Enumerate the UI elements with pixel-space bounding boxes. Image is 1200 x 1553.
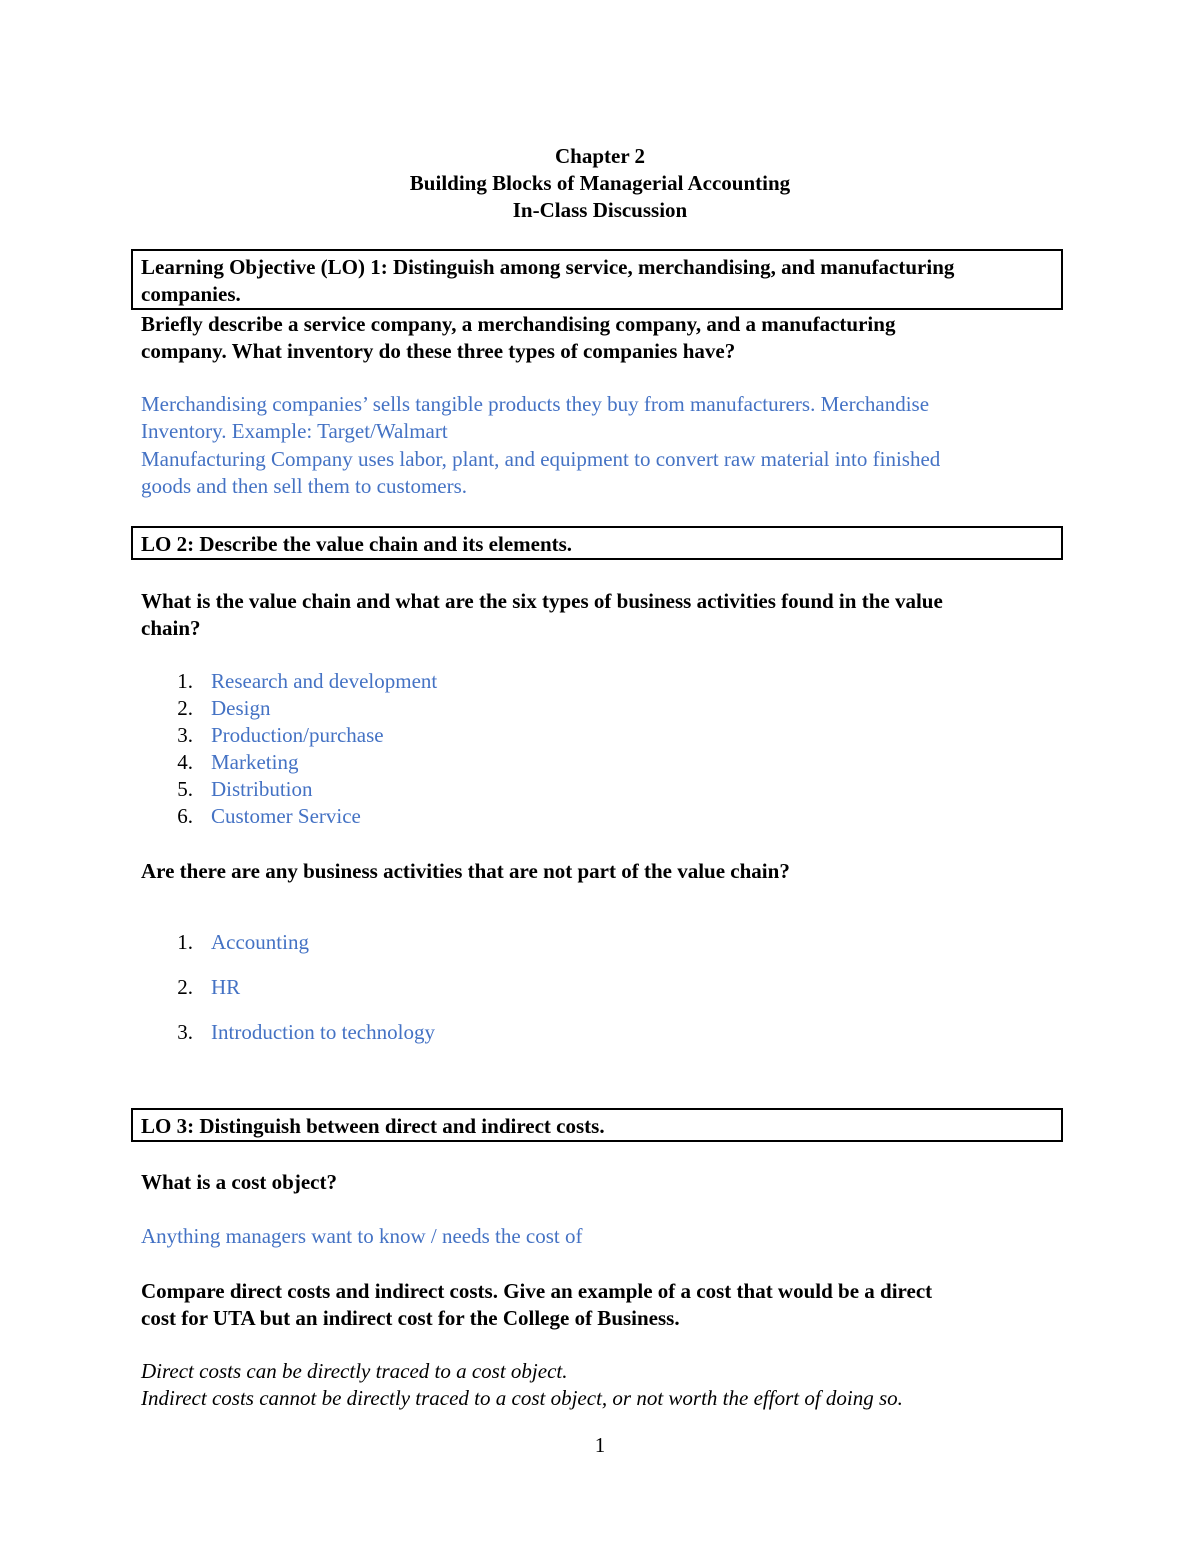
lo2-objective-box [131, 526, 1063, 560]
list-item: Introduction to technology [211, 1020, 435, 1044]
lo1-objective-line1: Learning Objective (LO) 1: Distinguish among service, merchandising, and manufacturing [141, 255, 955, 279]
lo3-question2-line1: Compare direct costs and indirect costs. Give an example of a cost that would be a direct [141, 1279, 933, 1303]
page-number: 1 [594, 1433, 606, 1457]
lo1-objective-line2: companies. [141, 282, 241, 306]
chapter-subtitle: Building Blocks of Managerial Accounting [409, 171, 791, 195]
list-number: 6. [177, 804, 193, 828]
lo3-objective-line1: LO 3: Distinguish between direct and indirect costs. [141, 1114, 605, 1138]
lo3-answer2-line2: Indirect costs cannot be directly traced to a cost object, or not worth the effort of doing so. [141, 1386, 903, 1410]
lo2-question2: Are there are any business activities that are not part of the value chain? [141, 859, 790, 883]
list-number: 1. [177, 930, 193, 954]
list-number: 4. [177, 750, 193, 774]
list-number: 3. [177, 723, 193, 747]
list-item: Design [211, 696, 271, 720]
list-item: Production/purchase [211, 723, 384, 747]
list-item: Distribution [211, 777, 313, 801]
session-title: In-Class Discussion [512, 198, 688, 222]
lo3-question1: What is a cost object? [141, 1170, 337, 1194]
lo1-question-line1: Briefly describe a service company, a merchandising company, and a manufacturing [141, 312, 896, 336]
lo3-objective-box [131, 1108, 1063, 1142]
list-item: Marketing [211, 750, 299, 774]
lo3-answer1: Anything managers want to know / needs the cost of [141, 1224, 583, 1248]
lo2-question1-line1: What is the value chain and what are the six types of business activities found in the value [141, 589, 943, 613]
lo2-objective-line1: LO 2: Describe the value chain and its elements. [141, 532, 573, 556]
lo1-question-line2: company. What inventory do these three types of companies have? [141, 339, 736, 363]
list-item: Research and development [211, 669, 438, 693]
lo1-answer-line4: goods and then sell them to customers. [141, 474, 468, 498]
list-number: 2. [177, 975, 193, 999]
list-number: 3. [177, 1020, 193, 1044]
chapter-title: Chapter 2 [554, 144, 646, 168]
lo3-answer2-line1: Direct costs can be directly traced to a cost object. [141, 1359, 568, 1383]
list-item: Customer Service [211, 804, 361, 828]
lo1-answer-line1: Merchandising companies’ sells tangible products they buy from manufacturers. Merchandise [141, 392, 930, 416]
lo1-answer-line2: Inventory. Example: Target/Walmart [141, 419, 448, 443]
list-item: HR [211, 975, 241, 999]
lo2-question1-line2: chain? [141, 616, 201, 640]
lo1-answer-line3: Manufacturing Company uses labor, plant, and equipment to convert raw material into finished [141, 447, 941, 471]
lo1-objective-box [131, 249, 1063, 310]
lo3-question2-line2: cost for UTA but an indirect cost for the College of Business. [141, 1306, 680, 1330]
list-number: 1. [177, 669, 193, 693]
list-number: 5. [177, 777, 193, 801]
list-item: Accounting [211, 930, 309, 954]
list-number: 2. [177, 696, 193, 720]
